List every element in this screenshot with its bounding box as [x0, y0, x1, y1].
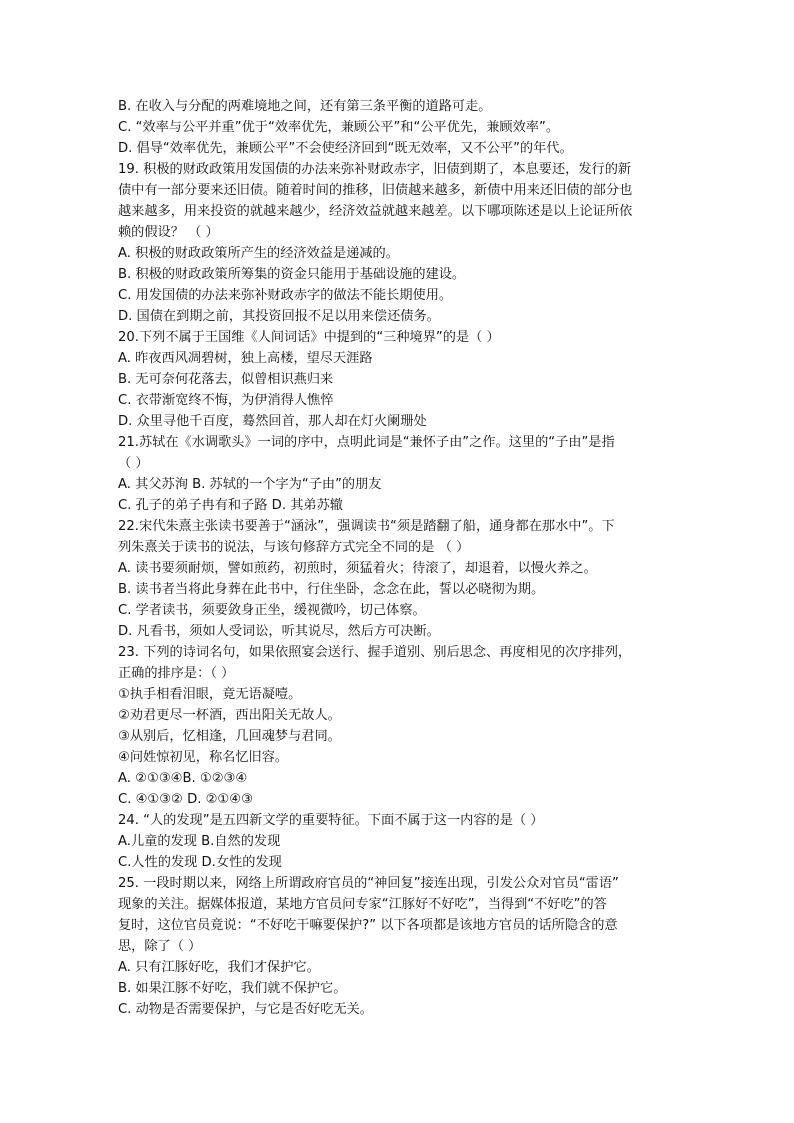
verse-line: ②劝君更尽一杯酒，西出阳关无故人。 [118, 708, 341, 723]
option: A. 积极的财政政策所产生的经济效益是递减的。 [118, 246, 399, 261]
verse-line: ④问姓惊初见，称名忆旧容。 [118, 750, 289, 765]
text-line: 复时，这位官员竟说：“不好吃干嘛要保护?” 以下各项都是该地方官员的话所隐含的意 [118, 918, 618, 933]
verse-line: ③从别后，忆相逢，几回魂梦与君同。 [118, 729, 341, 744]
question-19: 19. 积极的财政政策用发国债的办法来弥补财政赤字，旧债到期了，本息要还，发行的新 [118, 162, 632, 177]
question-25: 25. 一段时期以来，网络上所谓政府官员的“神回复”接连出现，引发公众对官员“雷语” [118, 876, 619, 891]
question-22: 22.宋代朱熹主张读书要善于“涵泳”，强调读书“须是踏翻了船，通身都在那水中”。下 [118, 519, 615, 534]
option: C. ④①③② D. ②①④③ [118, 792, 253, 807]
text-line: （ ） [118, 456, 149, 471]
text-line: B. 在收入与分配的两难境地之间，还有第三条平衡的道路可走。 [118, 99, 492, 114]
text-line: 越来越多，用来投资的就越来越少，经济效益就越来越差。以下哪项陈述是以上论证所依 [118, 204, 633, 219]
option: B. 如果江豚不好吃，我们就不保护它。 [118, 981, 347, 996]
question-20: 20.下列不属于王国维《人间词话》中提到的“三种境界”的是（ ） [118, 330, 500, 345]
verse-line: ①执手相看泪眼，竟无语凝噎。 [118, 687, 302, 702]
text-line: 列朱熹关于读书的说法，与该句修辞方式完全不同的是 （ ） [118, 540, 470, 555]
option: A.儿童的发现 B.自然的发现 [118, 834, 281, 849]
option: A. 昨夜西风凋碧树，独上高楼，望尽天涯路 [118, 351, 373, 366]
text-line: 思，除了（ ） [118, 939, 202, 954]
option: C. 孔子的弟子冉有和子路 D. 其弟苏辙 [118, 498, 343, 513]
text-line: 正确的排序是：（ ） [118, 666, 235, 681]
option: C.人性的发现 D.女性的发现 [118, 855, 282, 870]
option: A. ②①③④B. ①②③④ [118, 771, 248, 786]
document-body [118, 96, 676, 1020]
option: D. 众里寻他千百度，蓦然回首，那人却在灯火阑珊处 [118, 414, 427, 429]
option: A. 其父苏洵 B. 苏轼的一个字为“子由”的朋友 [118, 477, 382, 492]
question-23: 23. 下列的诗词名句，如果依照宴会送行、握手道别、别后思念、再度相见的次序排列， [118, 645, 632, 660]
question-24: 24. “人的发现”是五四新文学的重要特征。下面不属于这一内容的是（ ） [118, 813, 544, 828]
text-line: 现象的关注。据媒体报道，某地方官员问专家“江豚好不好吃”，当得到“不好吃”的答 [118, 897, 607, 912]
option: D. 国债在到期之前，其投资回报不足以用来偿还债务。 [118, 309, 440, 324]
text-line: 债中有一部分要来还旧债。随着时间的推移，旧债越来越多，新债中用来还旧债的部分也 [118, 183, 633, 198]
option: C. 用发国债的办法来弥补财政赤字的做法不能长期使用。 [118, 288, 453, 303]
text-line: D. 倡导“效率优先，兼顾公平”不会使经济回到“既无效率，又不公平”的年代。 [118, 141, 573, 156]
option: B. 无可奈何花落去，似曾相识燕归来 [118, 372, 334, 387]
option: B. 积极的财政政策所筹集的资金只能用于基础设施的建设。 [118, 267, 466, 282]
text-line: 赖的假设？ （ ） [118, 225, 219, 240]
option: C. 学者读书，须要敛身正坐，缓视微吟，切己体察。 [118, 603, 426, 618]
option: C. 衣带渐宽终不悔，为伊消得人憔悴 [118, 393, 334, 408]
question-21: 21.苏轼在《水调歌头》一词的序中，点明此词是“兼怀子由”之作。这里的“子由”是指 [118, 435, 615, 450]
option: A. 只有江豚好吃，我们才保护它。 [118, 960, 320, 975]
option: D. 凡看书，须如人受词讼，听其说尽，然后方可决断。 [118, 624, 440, 639]
option: B. 读书者当将此身葬在此书中，行住坐卧，念念在此，誓以必晓彻为期。 [118, 582, 545, 597]
option: A. 读书要须耐烦，譬如煎药，初煎时，须猛着火；待滚了，却退着，以慢火养之。 [118, 561, 597, 576]
option: C. 动物是否需要保护，与它是否好吃无关。 [118, 1002, 373, 1017]
text-line: C. “效率与公平并重”优于“效率优先，兼顾公平”和“公平优先，兼顾效率”。 [118, 120, 560, 135]
